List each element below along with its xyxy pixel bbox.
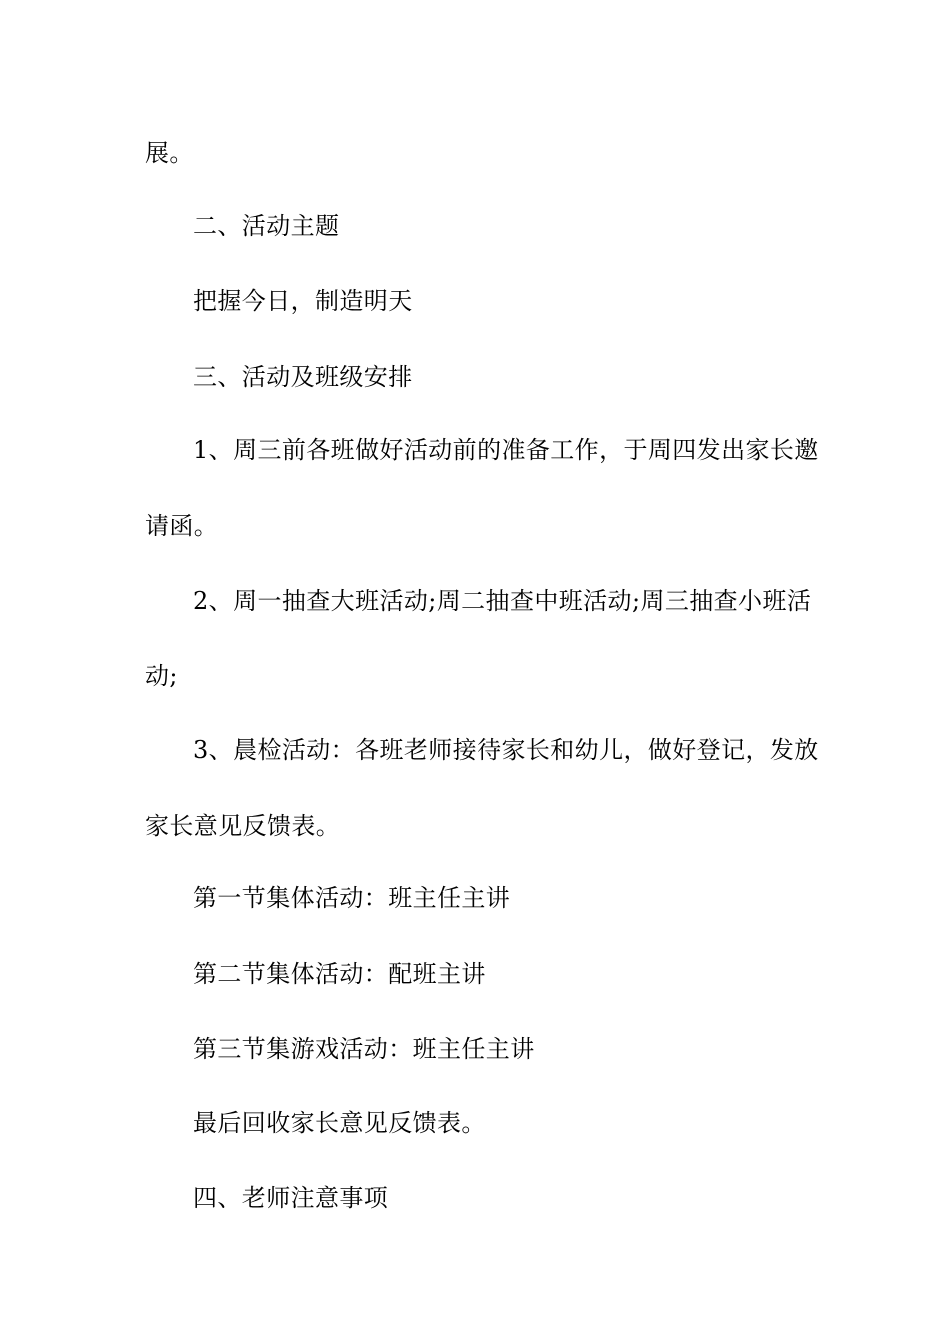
session-2-text: 第二节集体活动：配班主讲 bbox=[193, 960, 486, 988]
section-heading-arrangement: 三、活动及班级安排 bbox=[193, 363, 413, 391]
item-1-text-continued: 请函。 bbox=[145, 512, 219, 540]
section-heading-notes: 四、老师注意事项 bbox=[193, 1184, 389, 1212]
section-heading-theme: 二、活动主题 bbox=[193, 212, 340, 240]
item-3-text-continued: 家长意见反馈表。 bbox=[145, 812, 341, 840]
closing-text: 最后回收家长意见反馈表。 bbox=[193, 1109, 486, 1137]
item-3-text: 3、晨检活动：各班老师接待家长和幼儿，做好登记，发放 bbox=[193, 736, 819, 764]
session-3-text: 第三节集游戏活动：班主任主讲 bbox=[193, 1035, 535, 1063]
item-2-text: 2、周一抽查大班活动;周二抽查中班活动;周三抽查小班活 bbox=[193, 587, 812, 615]
session-1-text: 第一节集体活动：班主任主讲 bbox=[193, 884, 511, 912]
theme-text: 把握今日，制造明天 bbox=[193, 287, 413, 315]
item-2-text-continued: 动; bbox=[145, 662, 178, 690]
item-1-text: 1、周三前各班做好活动前的准备工作，于周四发出家长邀 bbox=[193, 436, 819, 464]
text-line-continuation: 展。 bbox=[145, 139, 194, 167]
